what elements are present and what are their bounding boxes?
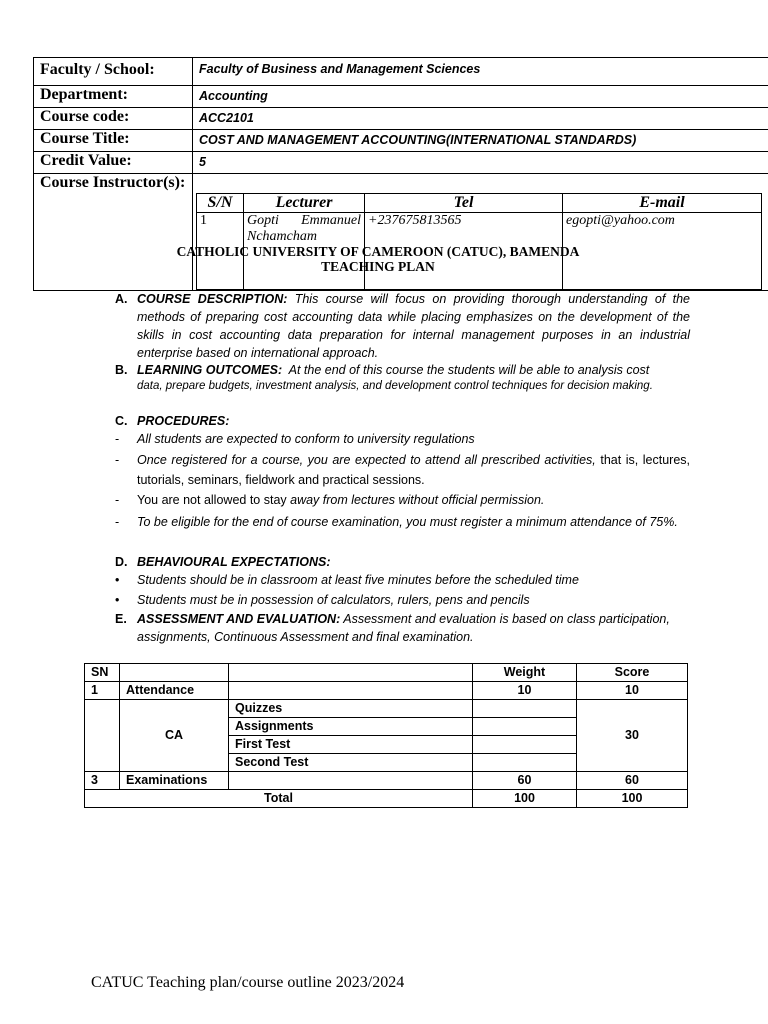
section-e-marker: E.	[115, 612, 127, 626]
section-b-marker: B.	[115, 363, 128, 377]
section-b	[115, 361, 690, 394]
ca-score: 30	[577, 700, 688, 772]
section-c	[115, 412, 690, 430]
teaching-plan-title: TEACHING PLAN	[321, 259, 435, 274]
procedure-item-4	[115, 512, 690, 532]
instr-lecturer-line2: Nchamcham	[247, 229, 317, 244]
course-title-label: Course Title:	[34, 130, 193, 152]
ca-item: Second Test	[229, 754, 473, 772]
instr-header-tel: Tel	[365, 194, 563, 213]
attendance-label: Attendance	[120, 682, 229, 700]
exams-sn: 3	[85, 772, 120, 790]
dash-marker: -	[115, 453, 120, 467]
header-weight: Weight	[473, 664, 577, 682]
section-d-title: BEHAVIOURAL EXPECTATIONS:	[137, 555, 331, 569]
heading	[0, 244, 768, 274]
instr-header-lecturer: Lecturer	[244, 194, 365, 213]
table-row	[85, 664, 688, 682]
instr-email: egopti@yahoo.com	[563, 213, 762, 290]
total-label: Total	[85, 790, 473, 808]
bullet-marker: •	[115, 593, 120, 607]
attendance-score: 10	[577, 682, 688, 700]
procedure-text-2b: that is, lectures, tutorials, seminars, fieldwork and practical sessions.	[137, 453, 690, 487]
course-title-value: COST AND MANAGEMENT ACCOUNTING(INTERNATIONAL STANDARDS)	[193, 130, 768, 152]
section-a: A. COURSE DESCRIPTION: This course will focus on providing thorough understanding of the methods of preparing cost accounting data while placing emphasizes on the development of the skills in cost accounting data preparation for internal management purposes in an industrial enterprise based on international approach.	[115, 292, 690, 360]
attendance-weight: 10	[473, 682, 577, 700]
expectation-item-2	[115, 591, 690, 609]
assessment-table	[84, 663, 688, 808]
total-weight: 100	[473, 790, 577, 808]
course-code-value: ACC2101	[193, 108, 768, 130]
procedure-text-2a: Once registered for a course, you are expected to attend all prescribed activities,	[137, 453, 596, 467]
ca-label: CA	[120, 700, 229, 772]
section-c-title: PROCEDURES:	[137, 414, 230, 428]
header-sn: SN	[85, 664, 120, 682]
exams-label: Examinations	[120, 772, 229, 790]
instr-sn: 1	[197, 213, 244, 290]
instr-lecturer-line1: Gopti Emmanuel	[247, 213, 361, 228]
bullet-marker: •	[115, 573, 120, 587]
footer-text: CATUC Teaching plan/course outline 2023/2024	[91, 974, 405, 991]
section-d-marker: D.	[115, 555, 128, 569]
expectation-text-2: Students must be in possession of calculators, rulers, pens and pencils	[137, 593, 530, 607]
dash-marker: -	[115, 493, 120, 507]
ca-item: Quizzes	[229, 700, 473, 718]
section-e-text: Assessment and evaluation is based on class participation, assignments, Continuous Assessment and final examination.	[137, 612, 670, 644]
table-row	[85, 682, 688, 700]
faculty-value: Faculty of Business and Management Sciences	[193, 58, 768, 86]
section-b-text-1: At the end of this course the students will be able to analysis cost	[288, 363, 650, 377]
expectation-item-1	[115, 571, 690, 589]
table-row	[85, 700, 688, 718]
university-title: CATHOLIC UNIVERSITY OF CAMEROON (CATUC), BAMENDA	[176, 244, 580, 259]
instr-tel: +237675813565	[365, 213, 563, 290]
section-a-text: This course will focus on providing thorough understanding of the methods of preparing cost accounting data while placing emphasizes on the development of the skills in cost accounting data preparation for internal management purposes in an industrial enterprise based on international approach.	[137, 292, 690, 360]
ca-item: Assignments	[229, 718, 473, 736]
procedure-item-2	[115, 450, 690, 490]
exams-weight: 60	[473, 772, 577, 790]
department-value: Accounting	[193, 86, 768, 108]
department-label: Department:	[34, 86, 193, 108]
section-e-title: ASSESSMENT AND EVALUATION:	[137, 612, 341, 626]
section-b-text-2: data, prepare budgets, investment analysis, and development control techniques for decision making.	[137, 380, 653, 392]
section-e	[115, 610, 690, 646]
faculty-label: Faculty / School:	[34, 58, 193, 86]
procedure-text-1: All students are expected to conform to university regulations	[137, 432, 475, 446]
section-a-title: COURSE DESCRIPTION	[137, 292, 284, 306]
attendance-sn: 1	[85, 682, 120, 700]
section-a-marker: A.	[115, 292, 128, 306]
credit-value: 5	[193, 152, 768, 174]
section-b-title: LEARNING OUTCOMES:	[137, 363, 283, 377]
instructors-table	[196, 193, 762, 290]
exams-score: 60	[577, 772, 688, 790]
dash-marker: -	[115, 432, 120, 446]
credit-value-label: Credit Value:	[34, 152, 193, 174]
instr-header-sn: S/N	[197, 194, 244, 213]
header-score: Score	[577, 664, 688, 682]
procedure-item-3	[115, 491, 690, 509]
section-d	[115, 553, 690, 571]
total-score: 100	[577, 790, 688, 808]
table-row	[85, 790, 688, 808]
section-c-marker: C.	[115, 414, 128, 428]
table-row	[85, 772, 688, 790]
procedure-text-3b: away from lectures without official permission.	[290, 493, 545, 507]
course-code-label: Course code:	[34, 108, 193, 130]
procedure-text-3a: You are not allowed to stay	[137, 493, 287, 507]
procedure-item-1	[115, 430, 690, 448]
ca-item: First Test	[229, 736, 473, 754]
procedure-text-4: To be eligible for the end of course examination, you must register a minimum attendance of 75%.	[137, 515, 678, 529]
course-instructors-label: Course Instructor(s):	[34, 174, 193, 291]
instr-header-email: E-mail	[563, 194, 762, 213]
dash-marker: -	[115, 515, 120, 529]
expectation-text-1: Students should be in classroom at least five minutes before the scheduled time	[137, 573, 579, 587]
